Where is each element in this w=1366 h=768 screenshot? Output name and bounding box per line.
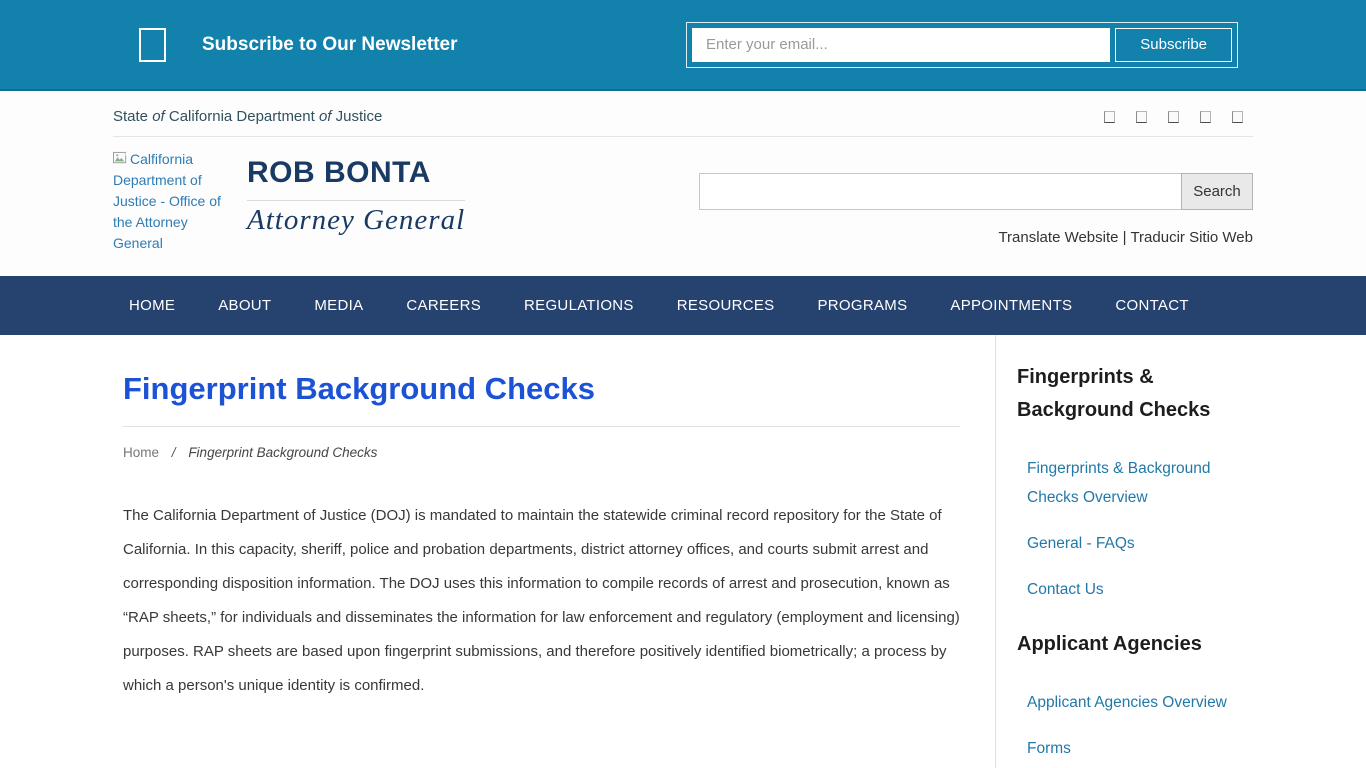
newsletter-image-placeholder-icon [139,28,166,62]
sidebar-link-contact-us[interactable]: Contact Us [1027,581,1104,598]
nav-item-media[interactable]: MEDIA [314,297,364,314]
social-icons [1104,111,1253,123]
list-item [1027,529,1253,558]
newsletter-title: Subscribe to Our Newsletter [202,33,458,55]
newsletter-bar [0,0,1366,91]
list-item [1027,688,1253,717]
nav-item-programs[interactable]: PROGRAMS [817,297,908,314]
social-placeholder-icon-2[interactable] [1136,111,1147,123]
nav-item-regulations[interactable]: REGULATIONS [524,297,634,314]
site-name-part: State [113,108,153,125]
translate-links[interactable]: Translate Website | Traducir Sitio Web [998,229,1253,246]
site-search [699,173,1253,210]
sidebar-link-fingerprints-overview[interactable]: Fingerprints & Background Checks Overview [1027,460,1211,506]
nav-item-appointments[interactable]: APPOINTMENTS [950,297,1073,314]
title-divider [123,426,960,427]
attorney-general-block [247,149,465,254]
nav-item-home[interactable]: HOME [129,297,176,314]
newsletter-email-input[interactable] [692,28,1110,62]
sidebar-link-applicant-agencies-overview[interactable]: Applicant Agencies Overview [1027,694,1227,711]
sidebar [995,335,1253,768]
main-content [113,335,995,768]
site-name-part-italic: of [152,108,165,125]
search-button[interactable]: Search [1181,173,1253,210]
social-placeholder-icon-1[interactable] [1104,111,1115,123]
logo-alt-text: Calfifornia Department of Justice - Office of the Attorney General [113,151,221,251]
site-name-part: California Department [164,108,319,125]
broken-image-icon [113,151,128,166]
nav-item-contact[interactable]: CONTACT [1115,297,1189,314]
social-placeholder-icon-5[interactable] [1232,111,1243,123]
sidebar-heading-applicant-agencies: Applicant Agencies [1017,633,1202,655]
breadcrumb-home-link[interactable]: Home [123,445,160,460]
site-name-part: Justice [331,108,383,125]
page-title: Fingerprint Background Checks [123,371,595,406]
attorney-general-title: Attorney General [247,204,466,236]
main-nav [0,276,1366,335]
intro-paragraph: The California Department of Justice (DOJ) is mandated to maintain the statewide criminal record repository for the State of California. In this capacity, sheriff, police and probation departments, district attorney offices, and courts submit arrest and corresponding disposition information. The DOJ uses this information to compile records of arrest and prosecution, known as “RAP sheets,” for individuals and disseminates the information for law enforcement and regulatory (employment and licensing) purposes. RAP sheets are based upon fingerprint submissions, and therefore positively identified biometrically; a process by which a person's unique identity is confirmed. [123,507,960,694]
breadcrumb [123,445,960,460]
site-search-input[interactable] [699,173,1182,210]
list-item [1027,454,1253,512]
newsletter-form [686,22,1238,68]
sidebar-link-forms[interactable]: Forms [1027,740,1071,757]
site-name-part-italic: of [318,108,332,125]
attorney-general-rule [247,200,465,201]
newsletter-subscribe-button[interactable]: Subscribe [1115,28,1232,62]
doj-logo-broken-image-link[interactable] [113,149,225,254]
site-header [0,91,1366,276]
breadcrumb-current: Fingerprint Background Checks [188,445,378,460]
social-placeholder-icon-3[interactable] [1168,111,1179,123]
site-name [113,108,382,125]
list-item [1027,575,1253,604]
sidebar-link-general-faqs[interactable]: General - FAQs [1027,535,1135,552]
sidebar-heading-fingerprints: Fingerprints & Background Checks [1017,366,1211,421]
list-item [1027,734,1253,763]
nav-item-resources[interactable]: RESOURCES [676,297,775,314]
nav-item-about[interactable]: ABOUT [218,297,272,314]
social-placeholder-icon-4[interactable] [1200,111,1211,123]
newsletter-left [139,28,458,62]
attorney-general-name: ROB BONTA [247,156,431,189]
nav-item-careers[interactable]: CAREERS [406,297,482,314]
breadcrumb-separator: / [171,445,176,460]
